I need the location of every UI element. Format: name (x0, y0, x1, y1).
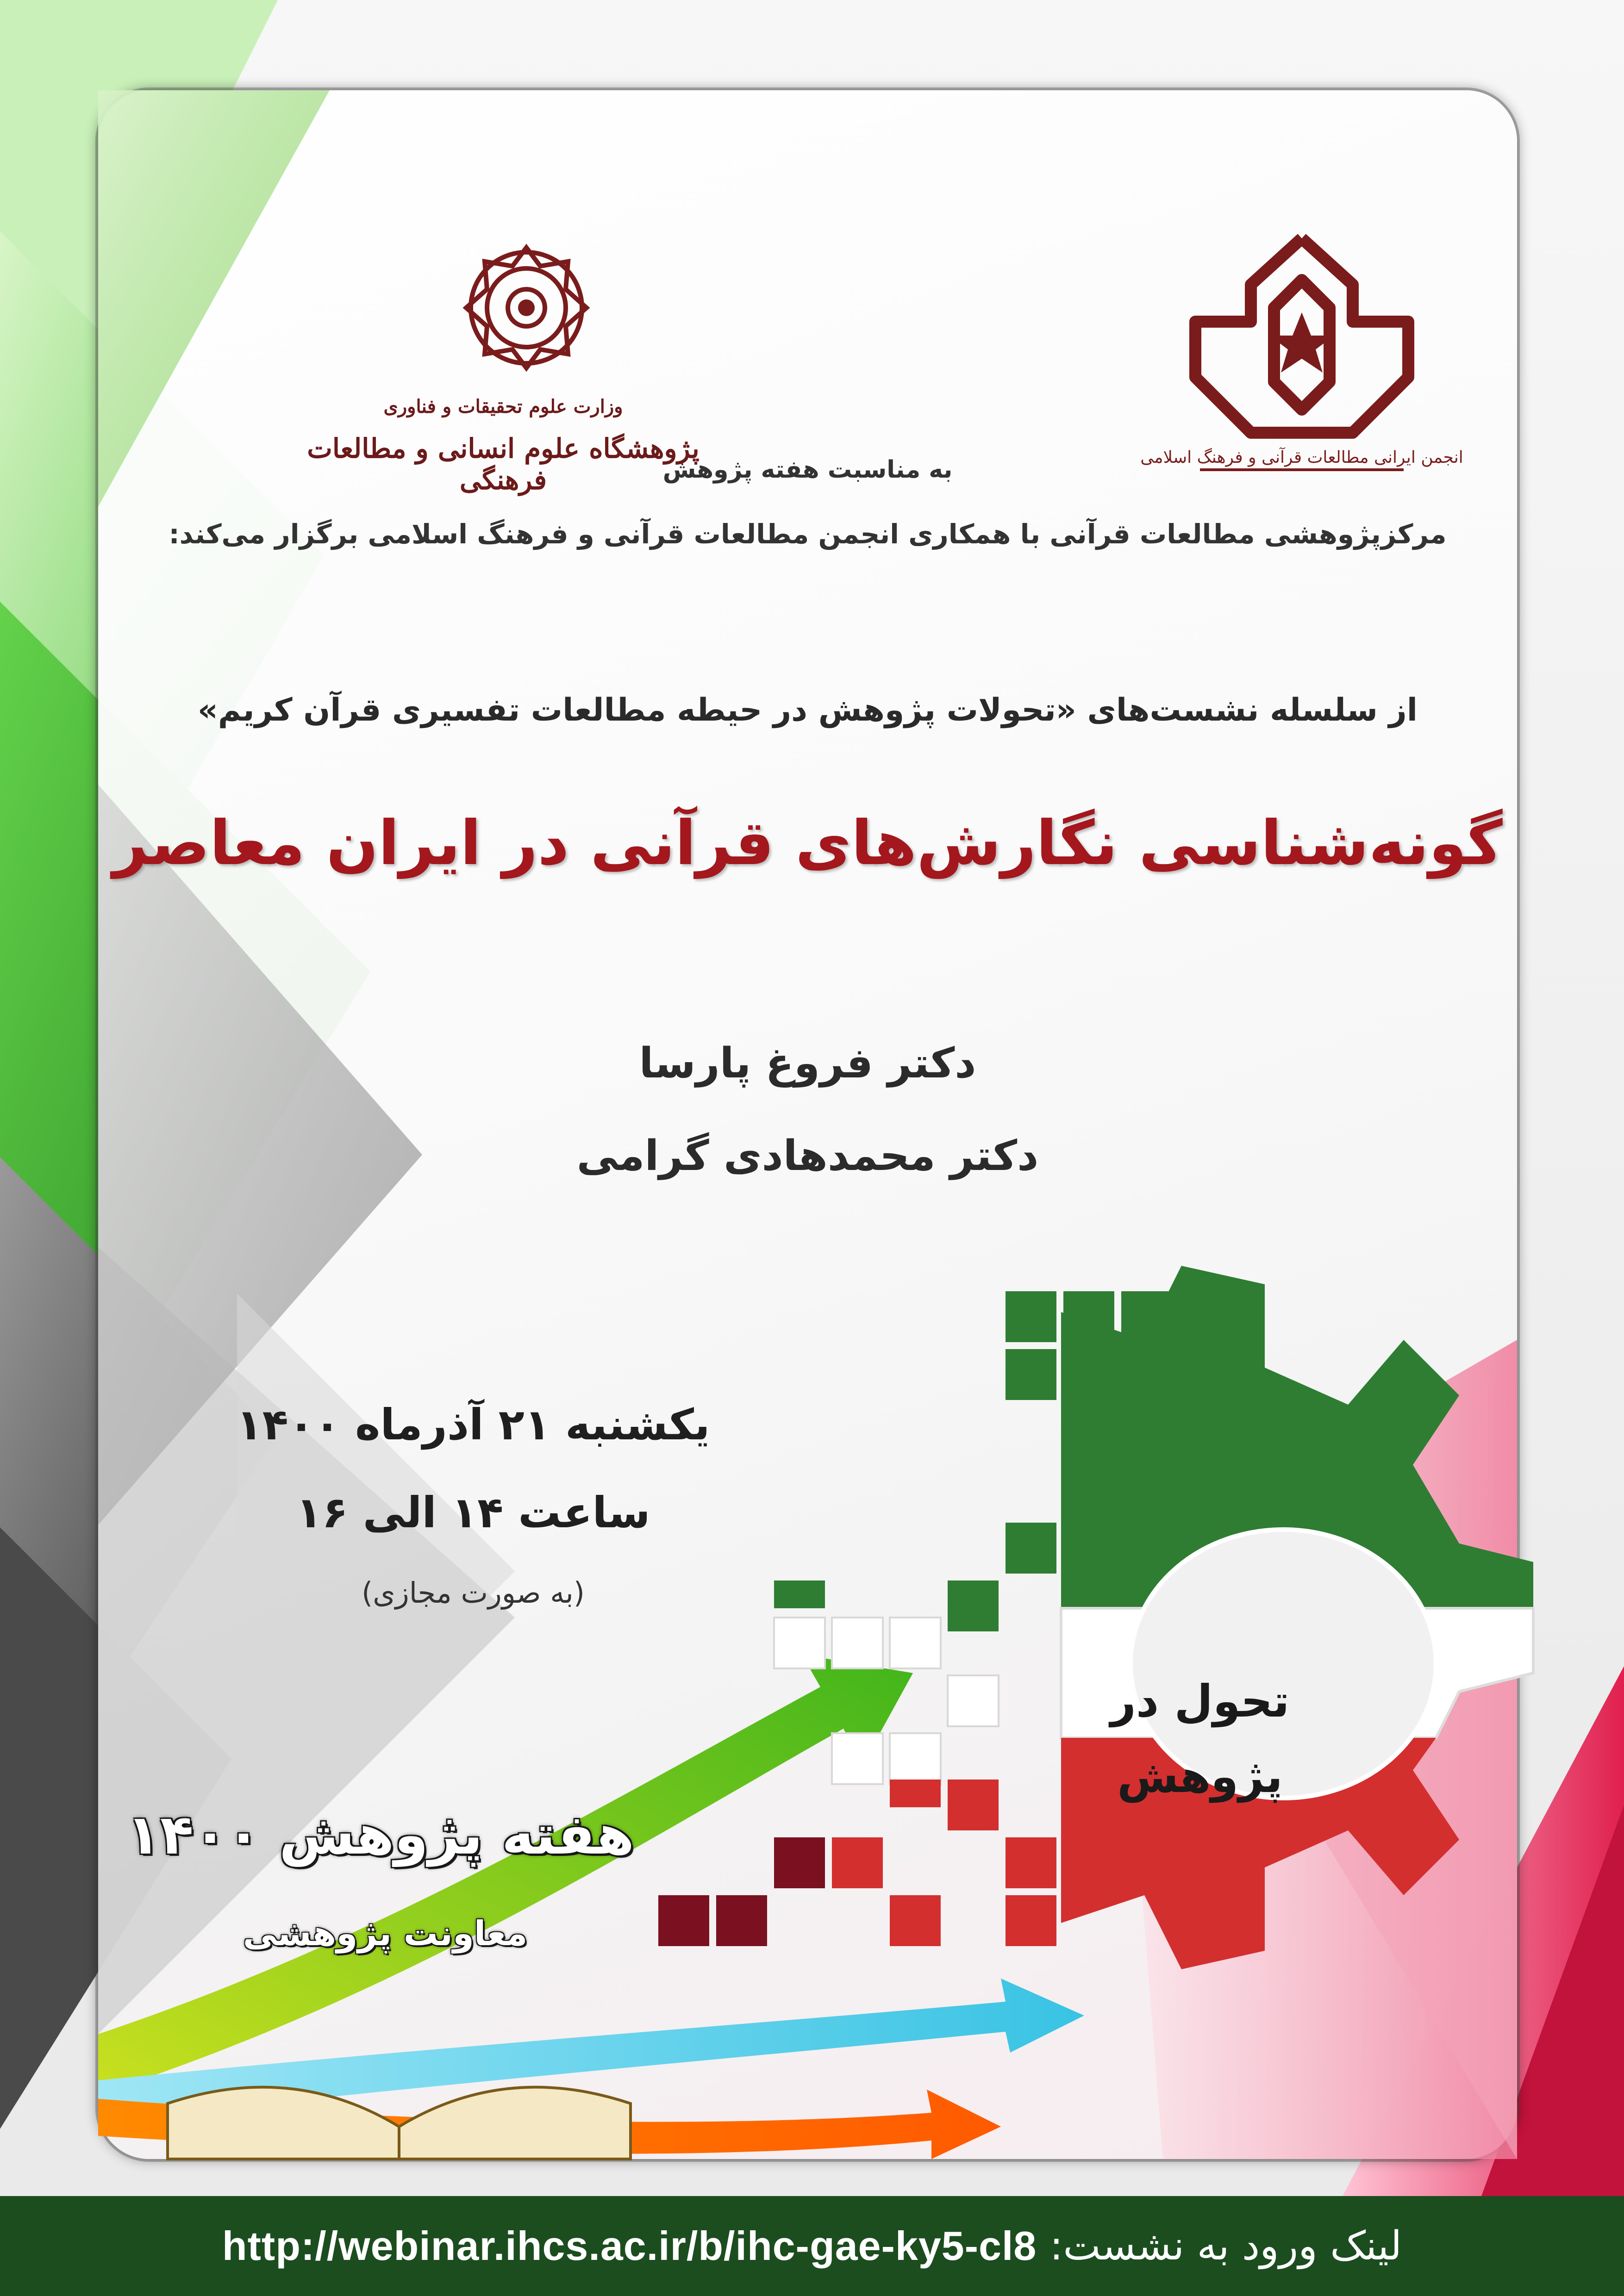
research-week-title: هفته پژوهش ۱۴۰۰ (126, 1803, 635, 1867)
event-mode: (به صورت مجازی) (362, 1576, 585, 1610)
ministry-name: وزارت علوم تحقیقات و فناوری (383, 396, 623, 417)
organizer-text: مرکزپژوهشی مطالعات قرآنی با همکاری انجمن مطالعات قرآنی و فرهنگ اسلامی برگزار می‌کند: (169, 518, 1447, 550)
footer-label: لینک ورود به نشست: (1049, 2223, 1402, 2269)
research-week-subtitle: معاونت پژوهشی (243, 1914, 528, 1954)
event-date: یکشنبه ۲۱ آذرماه ۱۴۰۰ (236, 1400, 710, 1450)
gear-label-line: پژوهش (1117, 1751, 1283, 1803)
gear-label (1089, 1664, 1311, 1815)
speaker-name: دکتر محمدهادی گرامی (576, 1132, 1039, 1180)
event-title: گونه‌شناسی نگارش‌های قرآنی در ایران معاصر (112, 808, 1503, 879)
poster-card (98, 90, 1517, 2159)
speaker-name: دکتر فروغ پارسا (639, 1039, 976, 1088)
institute-name: پژوهشگاه علوم انسانی و مطالعات فرهنگی (307, 433, 700, 496)
series-text: از سلسله نشست‌های «تحولات پژوهش در حیطه مطالعات تفسیری قرآن کریم» (197, 692, 1418, 728)
institute-logo-icon (445, 238, 607, 377)
webinar-link[interactable]: http://webinar.ihcs.ac.ir/b/ihc-gae-ky5-cl8 (222, 2223, 1037, 2269)
event-time: ساعت ۱۴ الی ۱۶ (296, 1488, 650, 1537)
gear-label-line: تحول در (1110, 1675, 1290, 1727)
footer-bar (0, 2196, 1624, 2296)
association-logo-caption: انجمن ایرانی مطالعات قرآنی و فرهنگ اسلامی (1140, 448, 1463, 467)
occasion-text: به مناسبت هفته پژوهش (662, 456, 953, 484)
